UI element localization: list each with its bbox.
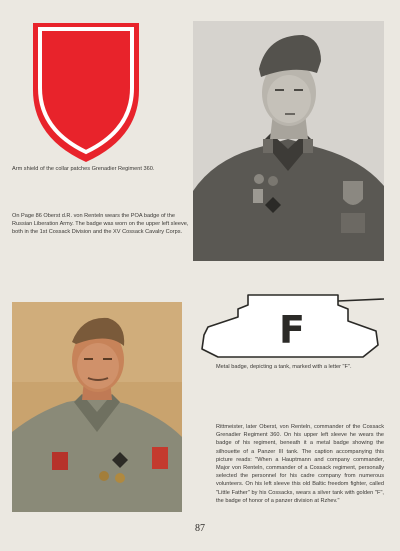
shield-caption: Arm shield of the collar patches Grenadier Regiment 360. (12, 166, 155, 172)
arm-shield-illustration (30, 20, 142, 165)
tank-letter: F (279, 308, 305, 352)
badge-caption: Metal badge, depicting a tank, marked with a letter "F". (216, 364, 352, 370)
portrait-caption: Rittmeister, later Oberst, von Renteln, commander of the Cossack Grenadier Regiment 360. On his upper left sleeve he wears the badge of his regiment, beneath it a metal badge showing the silhouette of a Panzer III tank. The caption accompanying this picture reads: "When a Hauptmann and company commander, Major von Renteln, commander of a Cossack regiment, personally selected the personnel for his cadre company from numerous volunteers. On his left sleeve this old Baltic freedom fighter, called "Little Father" by his Cossacks, wears a silver tank with golden "F", the badge of honor of a panzer division at Rzhev." (216, 424, 384, 504)
painted-portrait (12, 302, 182, 512)
officer-photograph (193, 21, 384, 261)
painted-portrait-image (12, 302, 182, 512)
tank-icon (198, 287, 384, 359)
officer-portrait-image (193, 21, 384, 261)
tank-badge-illustration (198, 287, 384, 359)
arm-shield-icon (30, 20, 142, 165)
page-number: 87 (195, 523, 205, 534)
page86-caption: On Page 86 Oberst d.R. von Renteln wears the POA badge of the Russian Liberation Army. The badge was worn on the upper left sleeve, both in the 1st Cossack Division and the XV Cossack Cavalry Corps. (12, 213, 189, 236)
